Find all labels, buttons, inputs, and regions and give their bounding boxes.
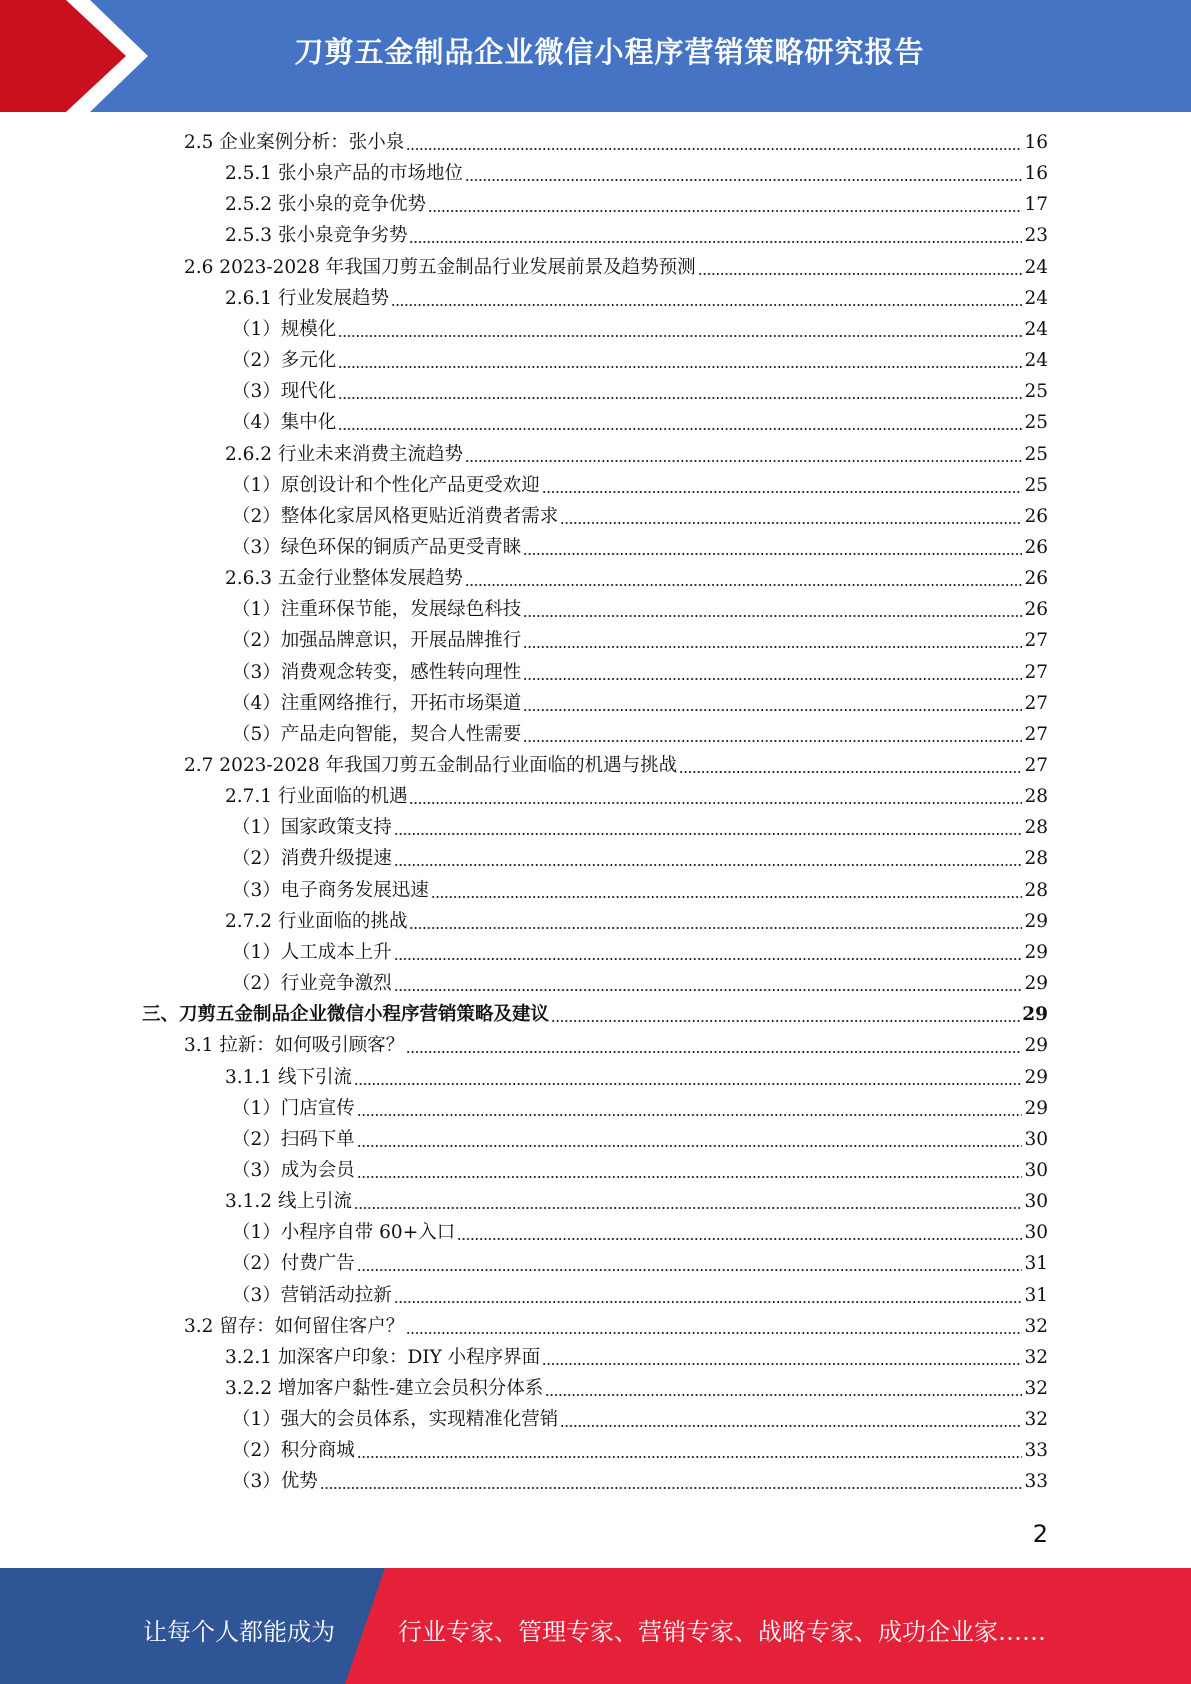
toc-entry[interactable]	[225, 1062, 1048, 1093]
toc-entry[interactable]	[225, 1342, 1048, 1373]
toc-entry[interactable]	[232, 376, 1048, 407]
page-number: 2	[1032, 1520, 1048, 1548]
toc-entry-page: 25	[1024, 381, 1048, 403]
toc-entry-label: 2.7.2 行业面临的挑战	[225, 910, 408, 932]
toc-entry-page: 26	[1024, 536, 1048, 558]
toc-entry-page: 33	[1024, 1471, 1048, 1493]
toc-entry-page: 27	[1024, 723, 1048, 745]
toc-dot-leader	[431, 896, 1023, 898]
toc-dot-leader	[338, 366, 1022, 368]
toc-dot-leader	[409, 802, 1022, 804]
toc-entry[interactable]	[232, 1280, 1048, 1311]
toc-entry-label: （1）原创设计和个性化产品更受欢迎	[232, 474, 540, 496]
toc-entry[interactable]	[225, 283, 1048, 314]
toc-entry[interactable]	[232, 843, 1048, 874]
toc-entry[interactable]	[232, 594, 1048, 625]
toc-dot-leader	[560, 1425, 1022, 1427]
toc-entry[interactable]	[232, 314, 1048, 345]
toc-entry-page: 28	[1024, 817, 1048, 839]
toc-dot-leader	[523, 709, 1022, 711]
toc-entry[interactable]	[232, 532, 1048, 563]
toc-entry-page: 30	[1024, 1222, 1048, 1244]
toc-entry-page: 24	[1024, 318, 1048, 340]
toc-entry-page: 16	[1024, 163, 1048, 185]
toc-entry[interactable]	[232, 937, 1048, 968]
toc-dot-leader	[354, 1083, 1023, 1085]
toc-entry-label: （3）成为会员	[232, 1159, 355, 1181]
toc-entry[interactable]	[232, 1248, 1048, 1279]
toc-entry[interactable]	[184, 750, 1048, 781]
toc-entry[interactable]	[232, 968, 1048, 999]
toc-dot-leader	[406, 1051, 1022, 1053]
toc-entry-page: 24	[1024, 287, 1048, 309]
toc-entry[interactable]	[232, 470, 1048, 501]
toc-entry-label: （4）注重网络推行，开拓市场渠道	[232, 692, 522, 714]
toc-entry[interactable]	[232, 1435, 1048, 1466]
toc-entry-page: 28	[1024, 786, 1048, 808]
toc-entry[interactable]	[232, 1155, 1048, 1186]
toc-entry-page: 27	[1024, 630, 1048, 652]
toc-entry-page: 33	[1024, 1440, 1048, 1462]
toc-entry[interactable]	[232, 1404, 1048, 1435]
toc-entry-label: （1）小程序自带 60+入口	[232, 1222, 456, 1244]
toc-entry-label: （1）强大的会员体系，实现精准化营销	[232, 1409, 559, 1431]
toc-dot-leader	[465, 179, 1022, 181]
toc-dot-leader	[545, 1394, 1022, 1396]
toc-dot-leader	[542, 1363, 1022, 1365]
toc-entry-page: 25	[1024, 443, 1048, 465]
toc-entry-label: （3）电子商务发展迅速	[232, 879, 429, 901]
toc-dot-leader	[523, 678, 1022, 680]
toc-entry[interactable]	[225, 220, 1048, 251]
toc-dot-leader	[409, 927, 1022, 929]
toc-entry-page: 29	[1024, 973, 1048, 995]
toc-entry[interactable]	[232, 1124, 1048, 1155]
toc-entry-label: 3.2.1 加深客户印象：DIY 小程序界面	[225, 1346, 541, 1368]
toc-entry[interactable]	[232, 1217, 1048, 1248]
toc-entry-label: （3）绿色环保的铜质产品更受青睐	[232, 536, 522, 558]
toc-entry-page: 24	[1024, 256, 1048, 278]
toc-entry-label: （1）人工成本上升	[232, 941, 392, 963]
toc-entry-label: （2）扫码下单	[232, 1128, 355, 1150]
toc-dot-leader	[357, 1145, 1023, 1147]
toc-entry-page: 29	[1022, 1004, 1048, 1026]
toc-entry-label: 2.7 2023-2028 年我国刀剪五金制品行业面临的机遇与挑战	[184, 755, 678, 776]
toc-entry-page: 30	[1024, 1191, 1048, 1213]
toc-entry-label: 3.2.2 增加客户黏性-建立会员积分体系	[225, 1378, 544, 1399]
toc-entry-label: （4）集中化	[232, 412, 337, 434]
toc-entry-page: 29	[1024, 1066, 1048, 1088]
toc-dot-leader	[406, 148, 1022, 150]
toc-dot-leader	[679, 771, 1022, 773]
toc-entry-page: 25	[1024, 412, 1048, 434]
toc-entry[interactable]	[232, 657, 1048, 688]
toc-entry-label: 3.1.2 线上引流	[225, 1191, 352, 1213]
toc-dot-leader	[560, 522, 1022, 524]
toc-entry-label: 3.2 留存：如何留住客户？	[184, 1315, 405, 1337]
toc-dot-leader	[394, 864, 1023, 866]
toc-entry-page: 28	[1024, 848, 1048, 870]
toc-entry-page: 31	[1024, 1253, 1048, 1275]
toc-entry-page: 32	[1024, 1346, 1048, 1368]
toc-entry-label: 2.6.2 行业未来消费主流趋势	[225, 443, 463, 465]
toc-entry-page: 32	[1024, 1378, 1048, 1399]
toc-entry-page: 30	[1024, 1159, 1048, 1181]
toc-entry[interactable]	[232, 625, 1048, 656]
toc-entry-page: 28	[1024, 879, 1048, 901]
toc-entry-page: 27	[1024, 692, 1048, 714]
toc-entry[interactable]	[225, 781, 1048, 812]
toc-entry[interactable]	[225, 1373, 1048, 1404]
toc-entry[interactable]	[184, 127, 1048, 158]
toc-entry-label: 三、刀剪五金制品企业微信小程序营销策略及建议	[142, 1004, 550, 1026]
toc-dot-leader	[394, 989, 1023, 991]
toc-entry-label: （3）现代化	[232, 381, 337, 403]
toc-entry[interactable]	[184, 1311, 1048, 1342]
toc-entry-label: 2.6 2023-2028 年我国刀剪五金制品行业发展前景及趋势预测	[184, 256, 696, 278]
toc-dot-leader	[338, 428, 1022, 430]
toc-entry-page: 17	[1024, 194, 1048, 216]
toc-entry[interactable]	[232, 719, 1048, 750]
toc-dot-leader	[409, 241, 1022, 243]
toc-entry-page: 29	[1024, 1035, 1048, 1057]
toc-dot-leader	[457, 1238, 1022, 1240]
footer-slogan-left: 让每个人都能成为	[143, 1618, 335, 1646]
toc-entry[interactable]	[142, 999, 1048, 1030]
toc-entry-label: 2.5 企业案例分析：张小泉	[184, 132, 405, 153]
toc-entry-label: （2）积分商城	[232, 1440, 355, 1462]
toc-entry-page: 29	[1024, 1097, 1048, 1119]
toc-entry-page: 29	[1024, 910, 1048, 932]
toc-dot-leader	[523, 740, 1022, 742]
toc-entry-label: （2）付费广告	[232, 1253, 355, 1275]
toc-entry-label: （2）消费升级提速	[232, 848, 392, 870]
toc-dot-leader	[523, 646, 1022, 648]
toc-entry-page: 24	[1024, 350, 1048, 372]
toc-entry[interactable]	[232, 1466, 1048, 1497]
toc-entry[interactable]	[232, 1093, 1048, 1124]
toc-entry[interactable]	[225, 158, 1048, 189]
toc-dot-leader	[394, 833, 1023, 835]
toc-dot-leader	[523, 615, 1022, 617]
toc-entry[interactable]	[225, 439, 1048, 470]
toc-entry[interactable]	[225, 1186, 1048, 1217]
toc-dot-leader	[357, 1456, 1023, 1458]
toc-entry-label: （1）国家政策支持	[232, 817, 392, 839]
footer-slogan-right: 行业专家、管理专家、营销专家、战略专家、成功企业家……	[398, 1618, 1046, 1646]
toc-dot-leader	[465, 584, 1022, 586]
report-title: 刀剪五金制品企业微信小程序营销策略研究报告	[294, 35, 925, 69]
toc-entry[interactable]	[225, 563, 1048, 594]
toc-dot-leader	[542, 491, 1023, 493]
toc-entry-label: 2.5.2 张小泉的竞争优势	[225, 194, 426, 216]
toc-entry-page: 27	[1024, 661, 1048, 683]
toc-entry-label: （2）多元化	[232, 350, 337, 372]
toc-entry[interactable]	[184, 1030, 1048, 1061]
toc-dot-leader	[338, 335, 1022, 337]
toc-dot-leader	[391, 304, 1022, 306]
toc-entry-page: 30	[1024, 1128, 1048, 1150]
toc-entry-page: 23	[1024, 225, 1048, 247]
toc-entry-label: 2.6.1 行业发展趋势	[225, 287, 389, 309]
toc-dot-leader	[354, 1207, 1023, 1209]
toc-dot-leader	[338, 397, 1022, 399]
toc-dot-leader	[394, 1301, 1023, 1303]
toc-entry-label: 3.1 拉新：如何吸引顾客？	[184, 1035, 405, 1057]
toc-entry-label: 2.6.3 五金行业整体发展趋势	[225, 568, 463, 590]
toc-entry-page: 16	[1024, 132, 1048, 153]
toc-entry-label: （5）产品走向智能，契合人性需要	[232, 723, 522, 745]
toc-dot-leader	[357, 1114, 1023, 1116]
toc-entry-page: 32	[1024, 1409, 1048, 1431]
page-footer	[0, 1568, 1191, 1684]
toc-entry-page: 25	[1024, 474, 1048, 496]
toc-dot-leader	[523, 553, 1022, 555]
toc-entry-page: 26	[1024, 568, 1048, 590]
page-header	[0, 0, 1191, 112]
toc-entry-label: 2.5.3 张小泉竞争劣势	[225, 225, 408, 247]
toc-entry-label: （3）优势	[232, 1471, 318, 1493]
toc-entry-label: （3）消费观念转变，感性转向理性	[232, 661, 522, 683]
toc-entry[interactable]	[232, 812, 1048, 843]
toc-entry[interactable]	[232, 875, 1048, 906]
toc-entry-label: （2）加强品牌意识，开展品牌推行	[232, 630, 522, 652]
toc-entry-label: （2）行业竞争激烈	[232, 973, 392, 995]
toc-entry-label: （1）注重环保节能，发展绿色科技	[232, 599, 522, 621]
toc-dot-leader	[698, 273, 1023, 275]
toc-entry-page: 27	[1024, 755, 1048, 776]
toc-dot-leader	[406, 1332, 1022, 1334]
toc-entry[interactable]	[225, 906, 1048, 937]
toc-entry-label: 2.7.1 行业面临的机遇	[225, 786, 408, 808]
toc-entry[interactable]	[225, 189, 1048, 220]
toc-entry-page: 32	[1024, 1315, 1048, 1337]
toc-entry-page: 29	[1024, 941, 1048, 963]
toc-entry-label: （3）营销活动拉新	[232, 1284, 392, 1306]
toc-entry-label: （2）整体化家居风格更贴近消费者需求	[232, 505, 559, 527]
toc-dot-leader	[551, 1020, 1020, 1022]
toc-entry[interactable]	[184, 252, 1048, 283]
toc-entry-page: 26	[1024, 505, 1048, 527]
toc-entry[interactable]	[232, 407, 1048, 438]
toc-entry-label: （1）门店宣传	[232, 1097, 355, 1119]
toc-entry-label: 3.1.1 线下引流	[225, 1066, 352, 1088]
toc-dot-leader	[428, 210, 1022, 212]
toc-dot-leader	[357, 1269, 1023, 1271]
toc-dot-leader	[394, 958, 1023, 960]
toc-entry-page: 26	[1024, 599, 1048, 621]
toc-dot-leader	[320, 1487, 1023, 1489]
toc-entry[interactable]	[232, 501, 1048, 532]
toc-dot-leader	[357, 1176, 1023, 1178]
toc-entry[interactable]	[232, 345, 1048, 376]
toc-entry[interactable]	[232, 688, 1048, 719]
toc-entry-label: 2.5.1 张小泉产品的市场地位	[225, 163, 463, 185]
toc-entry-page: 31	[1024, 1284, 1048, 1306]
toc-dot-leader	[465, 460, 1022, 462]
toc-entry-label: （1）规模化	[232, 318, 337, 340]
